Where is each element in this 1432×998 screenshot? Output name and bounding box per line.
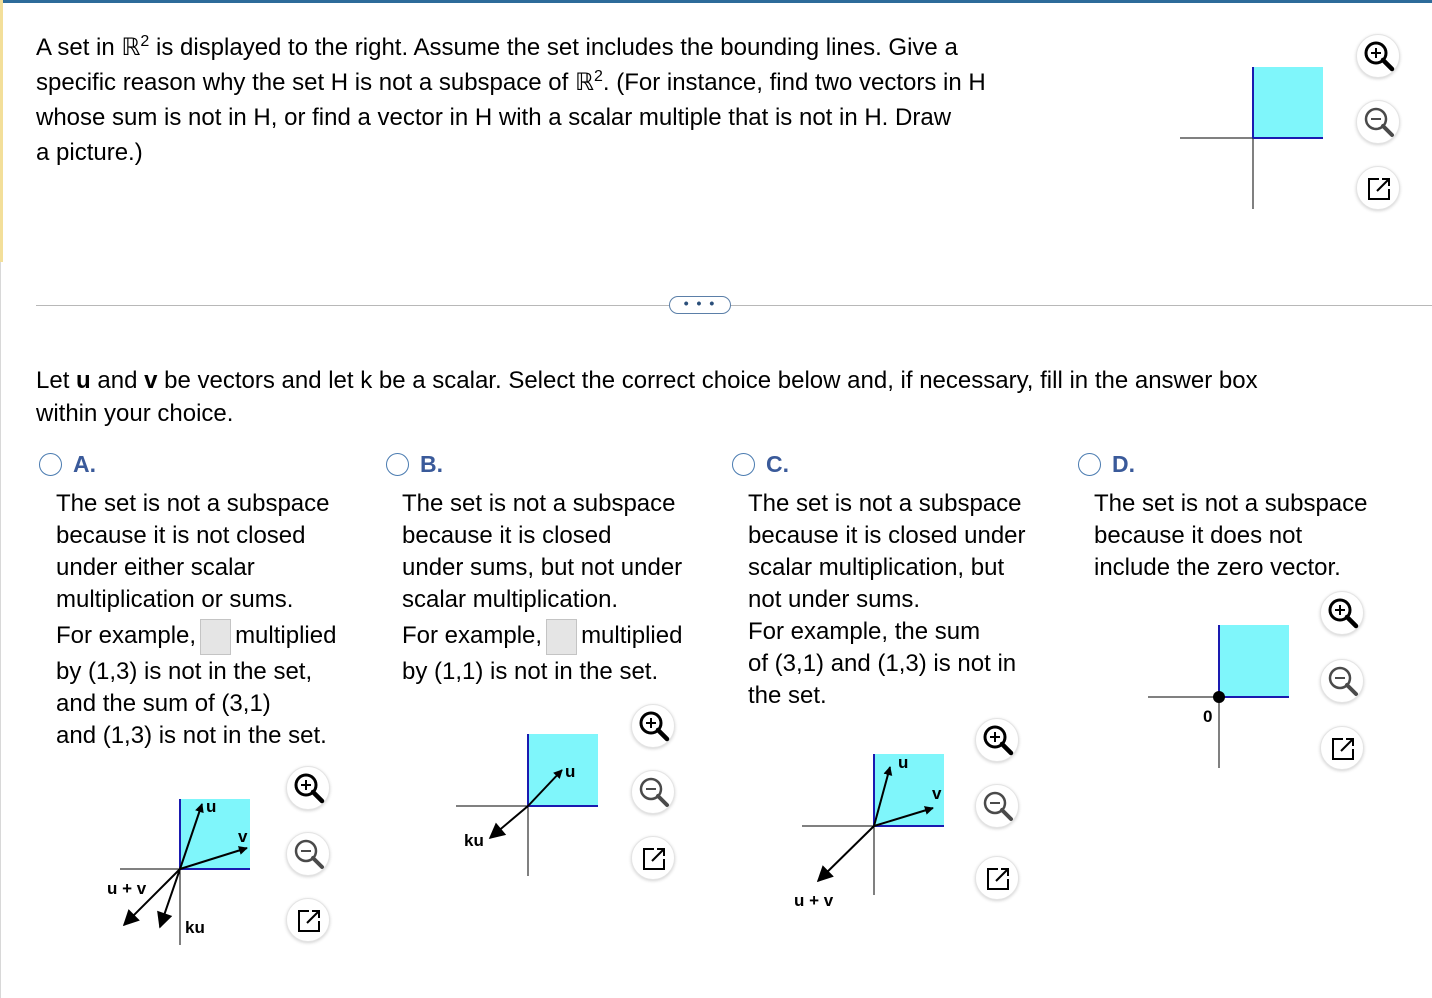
choice-a-text: The set is not a subspace because it is not closed under either scalar multiplication or sums. For example, multiplied by (1,3) is not in the set, and the sum of (3,1) and (1,3) is not in the set.	[56, 490, 337, 749]
choice-b-zoom-out-button[interactable]	[631, 770, 675, 814]
choice-c-zoom-in-button[interactable]	[975, 718, 1019, 762]
expand-graph-button[interactable]	[1356, 166, 1400, 210]
choice-d-graph	[1140, 618, 1300, 773]
choice-b-letter: B.	[420, 450, 443, 477]
choice-c-expand-button[interactable]	[975, 856, 1019, 900]
vector-u-plus-v	[818, 826, 874, 881]
choice-c-text: The set is not a subspace because it is closed under scalar multiplication, but not under sums. For example, the sum of (3,1) and (1,3) is not in the set.	[748, 490, 1026, 709]
zoom-in-button[interactable]	[1356, 34, 1400, 78]
label-ku: ku	[464, 831, 484, 850]
choice-a-header[interactable]	[39, 449, 96, 479]
left-accent-strip	[0, 0, 3, 262]
choice-d-zoom-in-button[interactable]	[1320, 591, 1364, 635]
choice-a-zoom-in-button[interactable]	[286, 766, 330, 810]
instructions: Let u and v be vectors and let k be a scalar. Select the correct choice below and, if necessary, fill in the answer box within your choice.	[36, 367, 1258, 427]
label-v: v	[932, 784, 942, 803]
choice-c-graph	[790, 745, 960, 917]
choice-a-answer-box[interactable]	[200, 619, 231, 655]
label-v: v	[238, 827, 248, 846]
choice-d-text: The set is not a subspace because it does not include the zero vector.	[1094, 490, 1368, 581]
label-ku: ku	[185, 918, 205, 937]
top-accent-bar	[0, 0, 1432, 3]
label-u: u	[206, 797, 217, 816]
choice-a-expand-button[interactable]	[286, 898, 330, 942]
choice-d-expand-button[interactable]	[1320, 726, 1364, 770]
choice-a-graph	[100, 790, 270, 950]
choice-a-zoom-out-button[interactable]	[286, 832, 330, 876]
section-divider	[36, 305, 1432, 306]
choice-b-graph	[450, 728, 610, 880]
choice-b-zoom-in-button[interactable]	[631, 704, 675, 748]
choice-b-header[interactable]	[386, 449, 443, 479]
choice-d-radio[interactable]	[1078, 453, 1101, 476]
choice-c-header[interactable]	[732, 449, 789, 479]
choice-c-radio[interactable]	[732, 453, 755, 476]
zoom-out-button[interactable]	[1356, 100, 1400, 144]
choice-d-letter: D.	[1112, 450, 1135, 477]
choice-d-header[interactable]	[1078, 449, 1135, 479]
more-button[interactable]: • • •	[669, 296, 731, 314]
label-u: u	[898, 753, 909, 772]
left-border-line	[0, 262, 1, 998]
question-text: A set in ℝ$^2$ is displayed to the right. Assume the set includes the bounding lines. Give a specific reason why the set H is not a subspace of ℝ$^2$. (For instance, find two vectors in H whose sum is not in H, or find a vector in H with a scalar multiple that is not in H. Draw a picture.)	[36, 33, 986, 166]
choice-c-zoom-out-button[interactable]	[975, 784, 1019, 828]
choice-b-answer-box[interactable]	[546, 619, 577, 655]
choice-a-letter: A.	[73, 450, 96, 477]
choice-a-radio[interactable]	[39, 453, 62, 476]
label-u-plus-v: u + v	[794, 891, 834, 910]
question-graph	[1175, 62, 1330, 212]
label-u: u	[565, 762, 576, 781]
zero-point	[1213, 691, 1225, 703]
choice-c-letter: C.	[766, 450, 789, 477]
vector-ku	[490, 806, 528, 838]
choice-d-zoom-out-button[interactable]	[1320, 659, 1364, 703]
choice-b-radio[interactable]	[386, 453, 409, 476]
choice-b-expand-button[interactable]	[631, 836, 675, 880]
label-u-plus-v: u + v	[107, 879, 147, 898]
choice-b-text: The set is not a subspace because it is closed under sums, but not under scalar multiplication. For example, multiplied by (1,1) is not in the set.	[402, 490, 683, 685]
label-zero: 0	[1203, 707, 1213, 726]
